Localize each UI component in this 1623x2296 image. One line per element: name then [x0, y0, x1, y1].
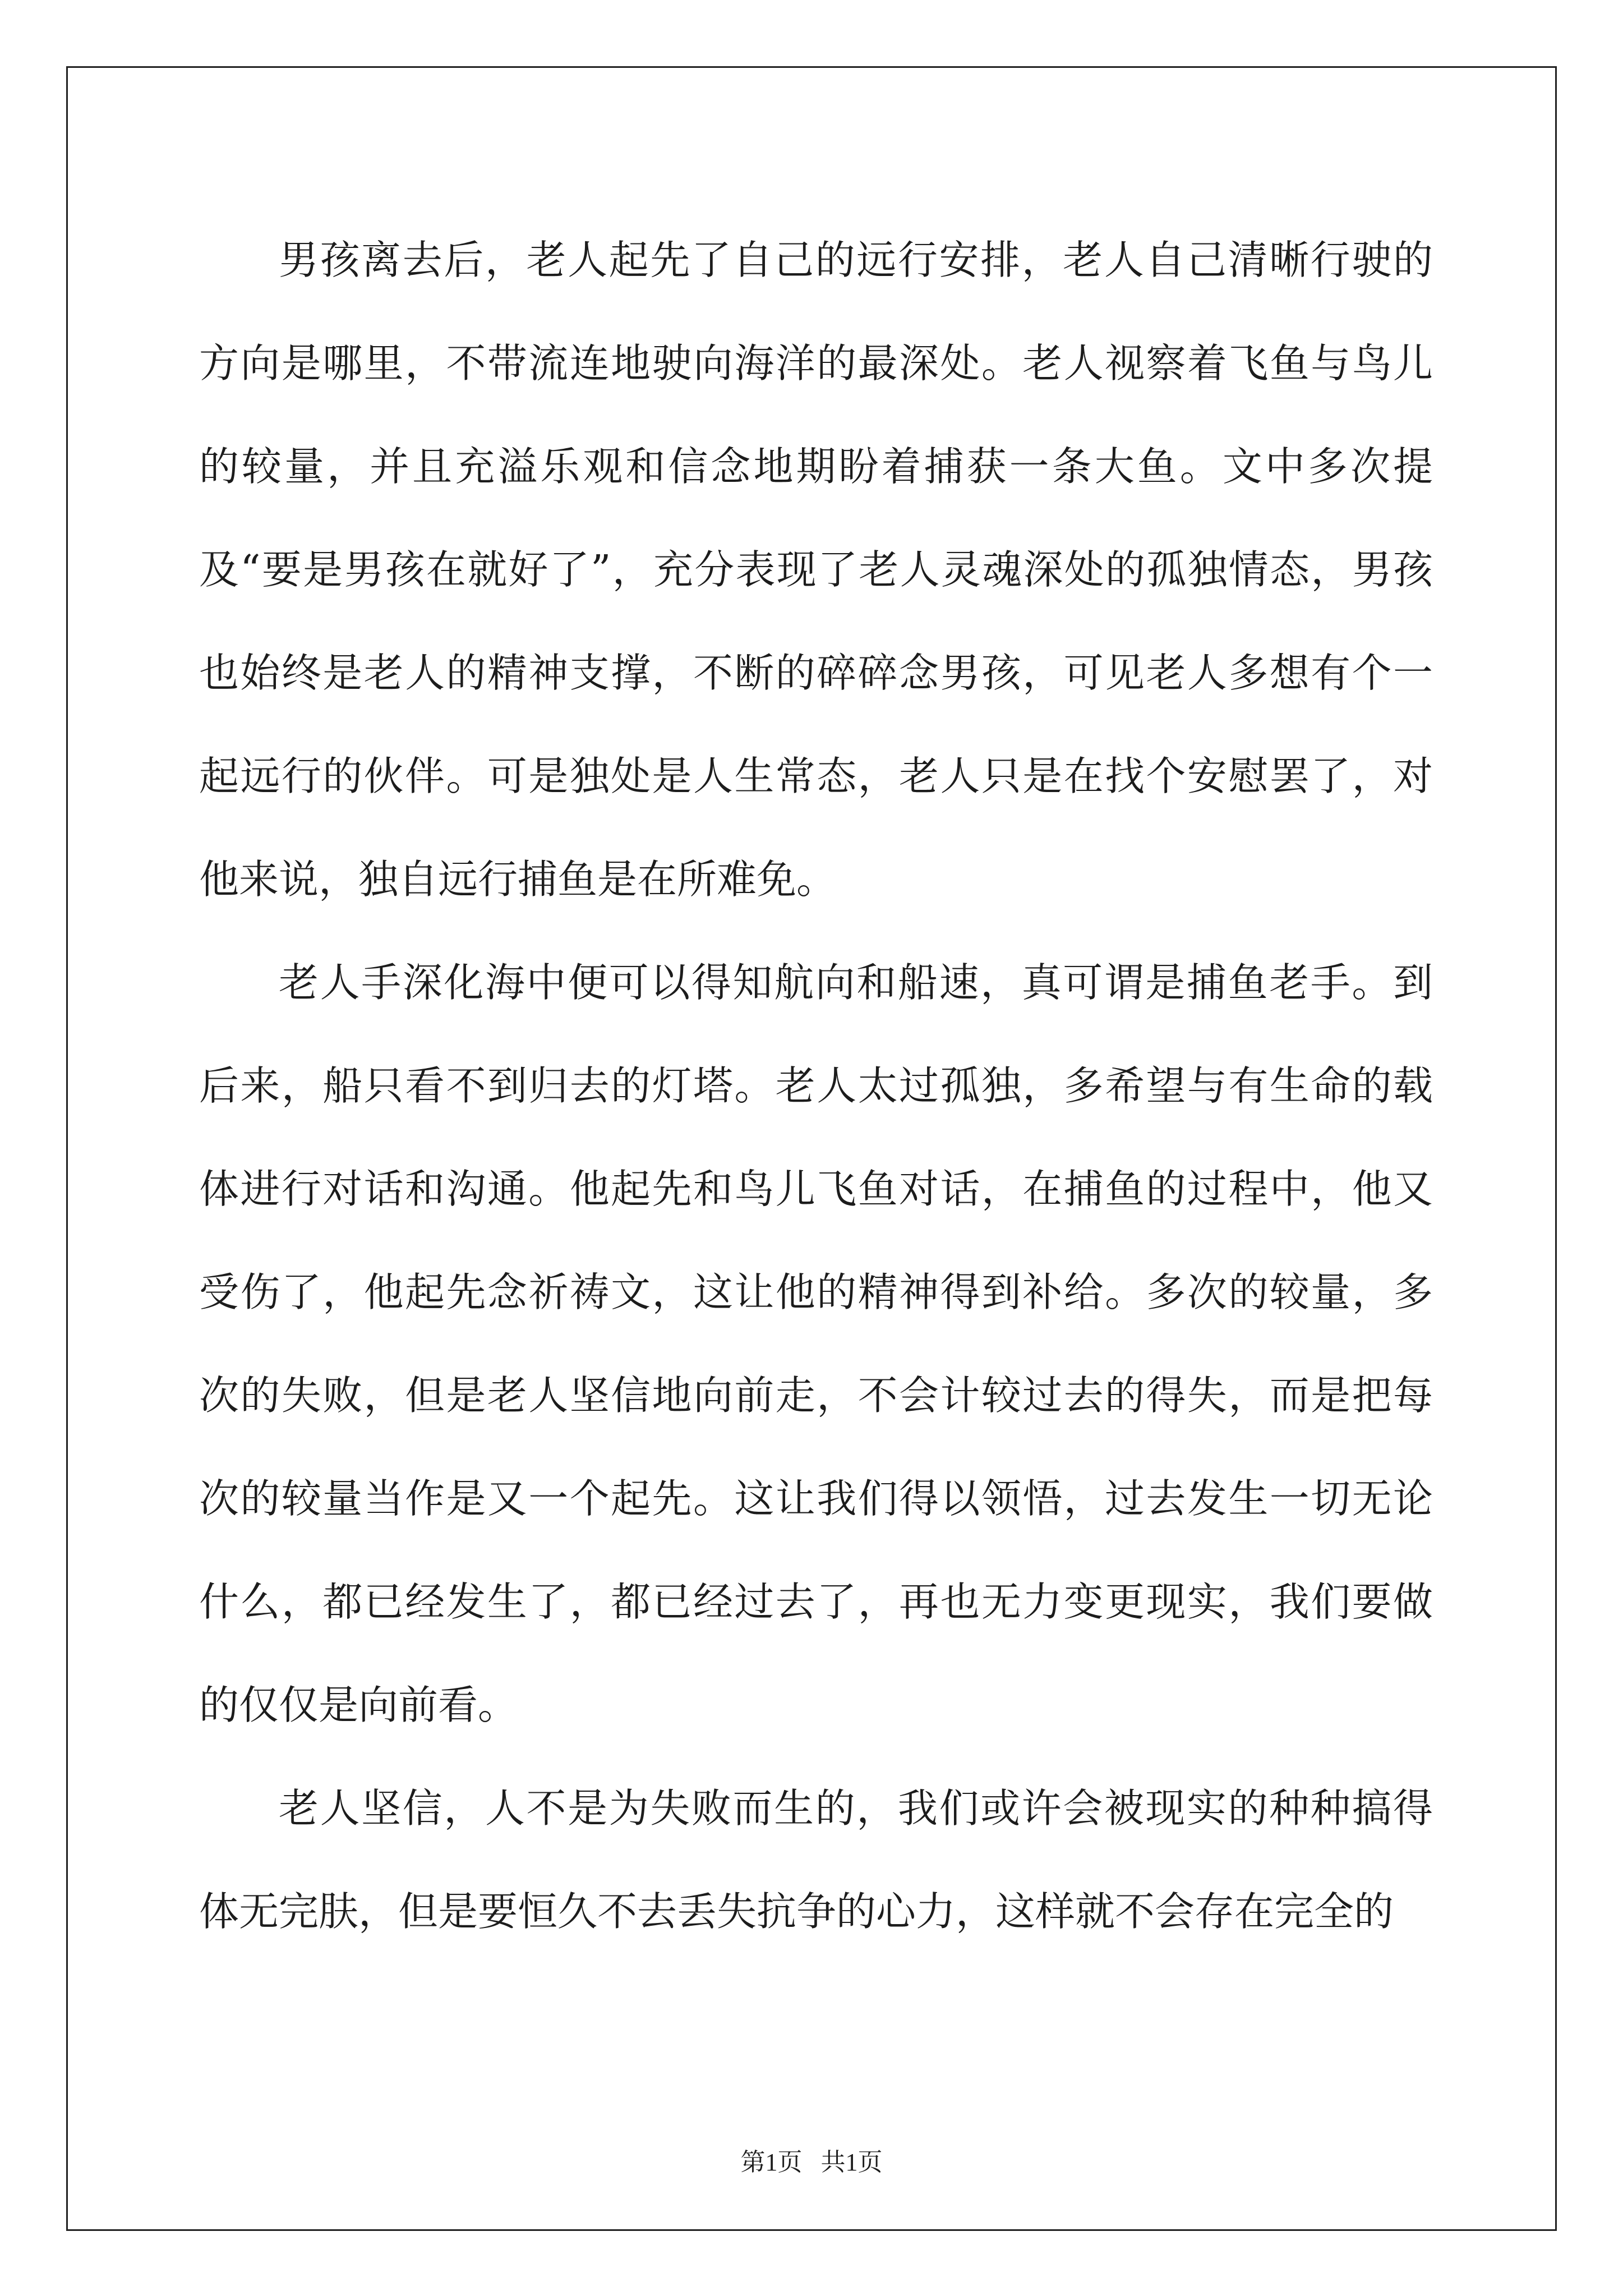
page-footer: 第1页 共1页 [740, 2148, 883, 2176]
paragraph-1: 男孩离去后，老人起先了自己的远行安排，老人自己清晰行驶的方向是哪里，不带流连地驶向海洋的最深处。老人视察着飞鱼与鸟儿的较量，并且充溢乐观和信念地期盼着捕获一条大鱼。文中多次提及“要是男孩在就好了”，充分表现了老人灵魂深处的孤独情态，男孩也始终是老人的精神支撑，不断的碎碎念男孩，可见老人多想有个一起远行的伙伴。可是独处是人生常态，老人只是在找个安慰罢了，对他来说，独自远行捕鱼是在所难免。 [199, 237, 1433, 903]
document-body [199, 209, 1433, 1963]
paragraph-2: 老人手深化海中便可以得知航向和船速，真可谓是捕鱼老手。到后来，船只看不到归去的灯塔。老人太过孤独，多希望与有生命的载体进行对话和沟通。他起先和鸟儿飞鱼对话，在捕鱼的过程中，他又受伤了，他起先念祈祷文，这让他的精神得到补给。多次的较量，多次的失败，但是老人坚信地向前走，不会计较过去的得失，而是把每次的较量当作是又一个起先。这让我们得以领悟，过去发生一切无论什么，都已经发生了，都已经过去了，再也无力变更现实，我们要做的仅仅是向前看。 [199, 959, 1433, 1728]
paragraph-3: 老人坚信，人不是为失败而生的，我们或许会被现实的种种搞得体无完肤，但是要恒久不去丢失抗争的心力，这样就不会存在完全的 [199, 1785, 1433, 1935]
